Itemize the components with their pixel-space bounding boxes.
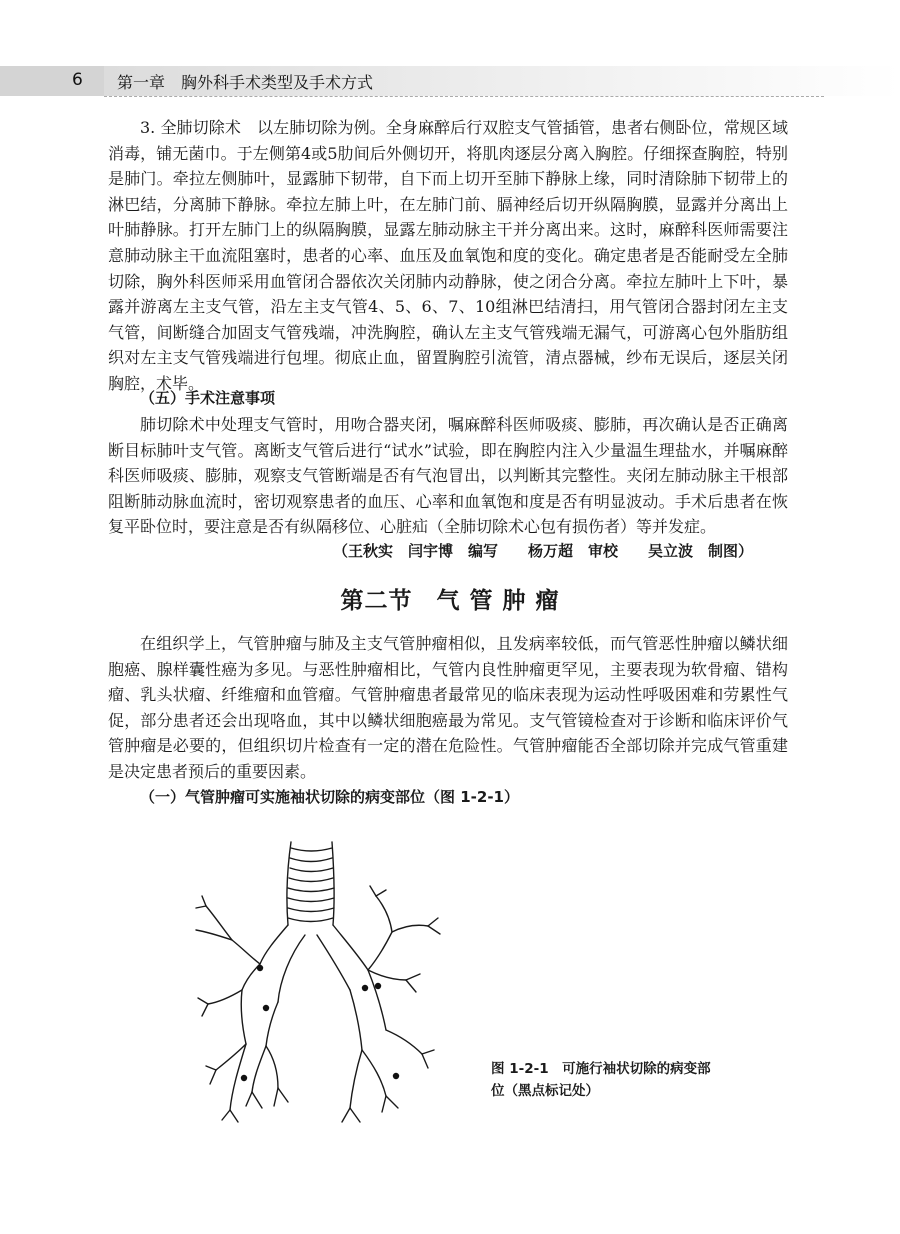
paragraph-pneumonectomy: 3. 全肺切除术 以左肺切除为例。全身麻醉后行双腔支气管插管，患者右侧卧位，常规区域消毒，铺无菌巾。于左侧第4或5肋间后外侧切开，将肌肉逐层分离入胸腔。仔细探查胸腔，特别是肺门。牵拉左侧肺叶，显露肺下韧带，自下而上切开至肺下静脉上缘，同时清除肺下韧带上的淋巴结，分离肺下静脉。牵拉左肺上叶，在左肺门前、膈神经后切开纵隔胸膜，显露并分离出上叶肺静脉。打开左肺门上的纵隔胸膜，显露左肺动脉主干并分离出来。这时，麻醉科医师需要注意肺动脉主干血流阻塞时，患者的心率、血压及血氧饱和度的变化。确定患者是否能耐受左全肺切除，胸外科医师采用血管闭合器依次关闭肺内动静脉，使之闭合分离。牵拉左肺叶上下叶，暴露并游离左主支气管，沿左主支气管4、5、6、7、10组淋巴结清扫，用气管闭合器封闭左主支气管，间断缝合加固支气管残端，冲洗胸腔，确认左主支气管残端无漏气，可游离心包外脂肪组织对左主支气管残端进行包埋。彻底止血，留置胸腔引流管，清点器械，纱布无误后，逐层关闭胸腔，术毕。 — [108, 118, 788, 393]
left-bronchial-tree — [317, 886, 440, 1122]
author-credits: （王秋实 闫宇博 编写 杨万超 审校 吴立波 制图） — [332, 542, 753, 560]
page-number: 6 — [72, 70, 83, 90]
lesion-dot — [375, 983, 381, 989]
trachea — [287, 842, 334, 925]
lesion-dot — [263, 1005, 269, 1011]
figure-caption-line-1: 图 1-2-1 可施行袖状切除的病变部 — [491, 1061, 711, 1077]
figure-caption — [491, 1058, 741, 1102]
paragraph-tracheal-tumor: 在组织学上，气管肿瘤与肺及主支气管肿瘤相似，且发病率较低，而气管恶性肿瘤以鳞状细胞癌、腺样囊性癌为多见。与恶性肿瘤相比，气管内良性肿瘤更罕见，主要表现为软骨瘤、错构瘤、乳头状瘤、纤维瘤和血管瘤。气管肿瘤患者最常见的临床表现为运动性呼吸困难和劳累性气促，部分患者还会出现咯血，其中以鳞状细胞癌最为常见。支气管镜检查对于诊断和临床评价气管肿瘤是必要的，但组织切片检查有一定的潜在危险性。气管肿瘤能否全部切除并完成气管重建是决定患者预后的重要因素。 — [108, 634, 788, 781]
right-bronchial-tree — [196, 896, 305, 1122]
subheading-sleeve-resection-sites: （一）气管肿瘤可实施袖状切除的病变部位（图 1-2-1） — [140, 788, 519, 806]
lesion-dot — [393, 1073, 399, 1079]
subheading-surgical-notes: （五）手术注意事项 — [140, 389, 276, 407]
header-divider — [104, 96, 824, 97]
paragraph-surgical-notes: 肺切除术中处理支气管时，用吻合器夹闭，嘱麻醉科医师吸痰、膨肺，再次确认是否正确离断目标肺叶支气管。离断支气管后进行“试水”试验，即在胸腔内注入少量温生理盐水，并嘱麻醉科医师吸痰、膨肺，观察支气管断端是否有气泡冒出，以判断其完整性。夹闭左肺动脉主干根部阻断肺动脉血流时，密切观察患者的血压、心率和血氧饱和度是否有明显波动。手术后患者在恢复平卧位时，要注意是否有纵隔移位、心脏疝（全肺切除术心包有损伤者）等并发症。 — [108, 415, 788, 537]
lesion-dot — [257, 965, 263, 971]
figure-caption-line-2: 位（黑点标记处） — [491, 1083, 599, 1099]
page-number-tab — [0, 66, 104, 96]
lesion-dot — [362, 985, 368, 991]
section-title: 第二节 气 管 肿 瘤 — [340, 588, 560, 614]
chapter-title: 第一章 胸外科手术类型及手术方式 — [117, 73, 374, 92]
tracheobronchial-tree-figure — [180, 840, 460, 1130]
lesion-dot — [241, 1075, 247, 1081]
